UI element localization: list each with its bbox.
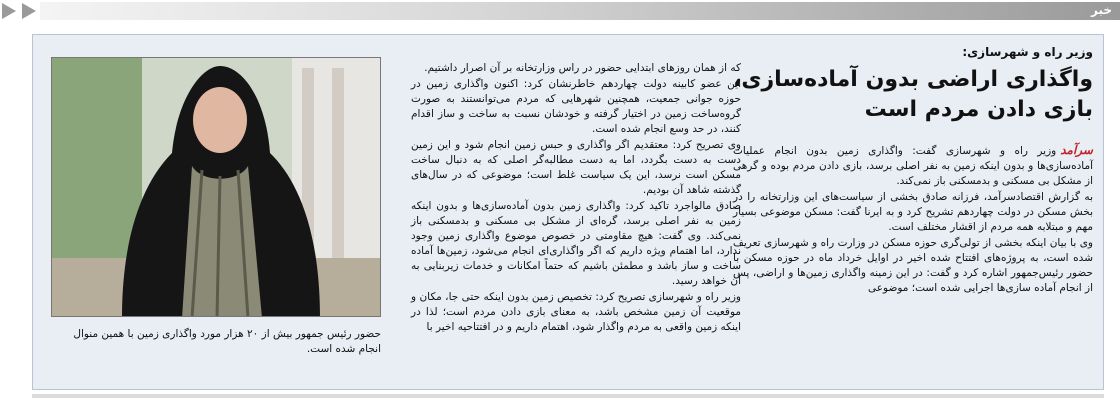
paragraph: وی با بیان اینکه بخشی از تولی‌گری حوزه مسکن در وزارت راه و شهرسازی تعریف شده است، به پروژه‌های افتتاح شده اخیر در اوایل خرداد ماه در حوزه مسکن با حضور رئیس‌جمهور اشاره کرد و گفت: در این زمینه واگذاری زمین‌ها و اراضی، پس از انجام آماده سازی‌ها اجرایی شده است؛ موضوعی [733,237,1093,294]
article-column-middle [411,61,741,336]
section-band [40,2,1120,20]
top-bar [0,0,1120,22]
paragraph: صادق مالواجرد تاکید کرد: واگذاری زمین بدون آماده‌سازی‌ها و بدون اینکه زمین به نفر اصلی برسد، گره‌ای از مشکل بی مسکنی و بدمسکنی باز نمی‌کند. وی گفت: هیچ مقاومتی در خصوص موضوع واگذاری زمین وجود ندارد، اما اهتمام ویژه داریم که اگر واگذاری‌ای انجام می‌شود، زمین‌ها آماده ساخت و ساز باشد و مطمئن باشیم که حتماً امکانات و خدمات زیربنایی به آن خواهد رسید. [411,200,741,287]
paragraph: وزیر راه و شهرسازی تصریح کرد: تخصیص زمین بدون اینکه حتی جا، مکان و موقعیت آن زمین مشخص باشد، به معنای بازی دادن مردم است؛ لذا در اینکه زمین واقعی به مردم واگذار شود، اهتمام داریم و در افتتاحیه اخیر با [411,291,741,333]
article-kicker: وزیر راه و شهرسازی: [962,45,1093,59]
paragraph: وی تصریح کرد: معتقدیم اگر واگذاری و حبس زمین انجام شود و این زمین دست به دست بگردد، اما به دست مطالبه‌گر اصلی که به دنبال ساخت مسکن است نرسد، این یک سیاست غلط است؛ موضوعی که در سال‌های گذشته شاهد آن بودیم. [411,139,741,196]
section-label: خبر [1090,3,1112,17]
paragraph: سرآمدوزیر راه و شهرسازی گفت: واگذاری زمین بدون انجام عملیات آماده‌سازی‌ها و بدون اینکه زمین به نفر اصلی برسد، بازی دادن مردم بوده و گرهی از مشکل بی مسکنی و بدمسکنی باز نمی‌کند. [733,143,1093,187]
article-headline: واگذاری اراضی بدون آماده‌سازی، بازی دادن مردم است [733,67,1093,122]
paragraph: به گزارش اقتصادسرآمد، فرزانه صادق بخشی از سیاست‌های این وزارتخانه را در بخش مسکن در دولت چهاردهم تشریح کرد و به ایرنا گفت: مسکن موضوعی بسیار مهم و مبتلابه همه مردم از اقشار مختلف است. [733,191,1093,233]
article-panel [32,34,1104,390]
portrait-image-icon [52,58,381,317]
article-column-right [733,41,1093,297]
publication-logo: سرآمد [1060,143,1093,157]
photo-caption: حضور رئیس جمهور بیش از ۲۰ هزار مورد واگذاری زمین با همین منوال انجام شده است. [73,328,381,355]
article-body-col1 [733,143,1093,296]
paragraph: این عضو کابینه دولت چهاردهم خاطرنشان کرد: اکنون واگذاری زمین در حوزه جوانی جمعیت، همچنین شهرهایی که مردم می‌توانستند به صورت گروه‌ساخت زمین در اختیار گرفته و خودشان نسبت به ساخت و ساز اقدام کنند، در حد وسع انجام شده است. [411,78,741,135]
bottom-divider [32,394,1104,398]
paragraph: که از همان روزهای ابتدایی حضور در راس وزارتخانه بر آن اصرار داشتیم. [424,62,741,74]
minister-photo [51,57,381,317]
